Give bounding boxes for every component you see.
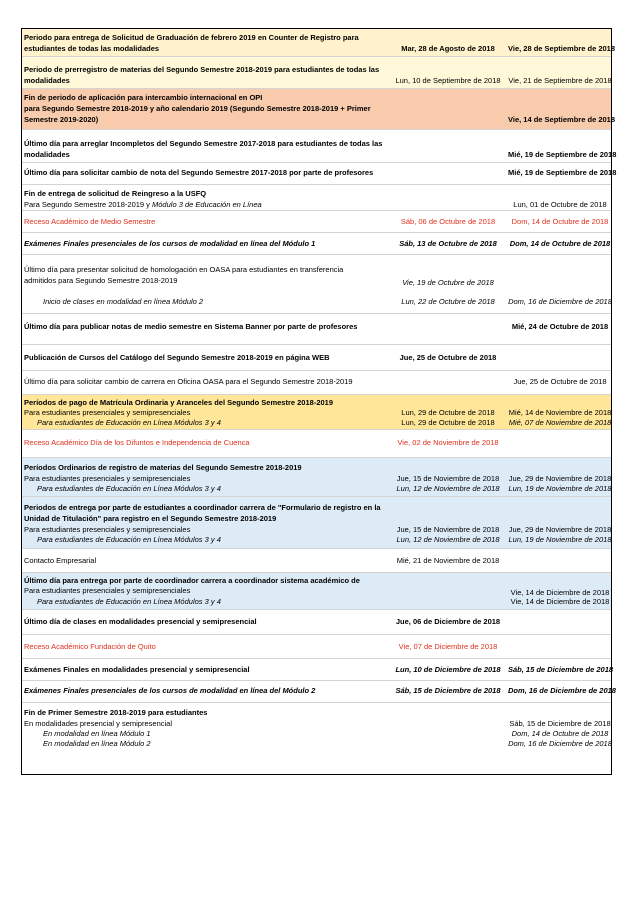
calendar-row-day-of-dead-recess [21,429,612,457]
end-date: Mié, 14 de Noviembre de 2018 [508,408,612,417]
calendar-row-readmission [21,184,612,210]
calendar-row-final-exams [21,658,612,680]
calendar-row-course-catalog [21,344,612,370]
calendar-row-end-of-semester [21,702,612,752]
end-date: Mié, 19 de Septiembre de 2018 [508,168,617,177]
end-date: Dom, 14 de Octubre de 2018 [511,217,609,226]
start-date: Jue, 25 de Octubre de 2018 [399,353,497,362]
calendar-row-grade-change [21,162,617,184]
calendar-row-incompletes [21,129,617,162]
start-date: Lun, 29 de Octubre de 2018 [401,408,495,417]
start-date: Sáb, 15 de Diciembre de 2018 [395,686,501,695]
start-date: Vie, 19 de Octubre de 2018 [402,278,494,287]
end-date: Jue, 25 de Octubre de 2018 [513,377,607,386]
end-date: Jue, 29 de Noviembre de 2018 [508,525,612,534]
event-label: Último día para presentar solicitud de homologación en OASA para estudiantes en transferencia [24,265,344,274]
event-label: Último día para entrega por parte de coordinador carrera a coordinador sistema académico de [24,576,360,585]
end-date: Sáb, 15 de Diciembre de 2018 [509,719,611,728]
end-date: Dom, 14 de Octubre de 2018 [511,729,609,738]
end-date: Mié, 07 de Noviembre de 2018 [508,418,612,427]
end-date: Sáb, 15 de Diciembre de 2018 [508,665,614,674]
event-label: admitidos para Segundo Semestre 2018-2019 [24,276,178,285]
calendar-row-tuition-payment [21,394,612,429]
calendar-row-coordinator-delivery [21,572,612,609]
calendar-row-midterm-recess [21,210,612,232]
calendar-row-online-module2-finals [21,680,616,702]
event-label: Fin de Primer Semestre 2018-2019 para estudiantes [24,708,208,717]
start-date: Vie, 02 de Noviembre de 2018 [397,438,499,447]
calendar-row-graduation-request [21,28,616,56]
event-label: Último día para solicitar cambio de carrera en Oficina OASA para el Segundo Semestre 2018-2019 [24,377,353,386]
calendar-row-preregistration [21,56,612,88]
event-label: Unidad de Titulación" para registro en el Segundo Semestre 2018-2019 [24,514,277,523]
end-date: Vie, 14 de Septiembre de 2018 [508,115,616,124]
event-sublabel: Para estudiantes presenciales y semipresenciales [24,474,191,483]
start-date: Mar, 28 de Agosto de 2018 [401,44,495,53]
end-date: Lun, 19 de Noviembre de 2018 [508,484,612,493]
end-date: Mié, 19 de Septiembre de 2018 [508,150,617,159]
event-label: Fin de entrega de solicitud de Reingreso a la USFQ [24,189,207,198]
event-label: Períodos Ordinarios de registro de materias del Segundo Semestre 2018-2019 [24,463,302,472]
event-sublabel: En modalidad en línea Módulo 2 [43,739,151,748]
end-date: Lun, 19 de Noviembre de 2018 [508,535,612,544]
event-sublabel: Para estudiantes de Educación en Línea Módulos 3 y 4 [37,484,221,493]
calendar-row-ordinary-registration [21,457,612,496]
start-date: Lun, 10 de Septiembre de 2018 [395,76,501,85]
calendar-row-titulation-form [21,496,612,548]
event-label: Contacto Empresarial [24,556,97,565]
end-date: Dom, 16 de Diciembre de 2018 [508,297,612,306]
event-sublabel: Para estudiantes presenciales y semipresenciales [24,525,191,534]
event-label: Receso Académico Fundación de Quito [24,642,156,651]
event-sublabel: En modalidad en línea Módulo 1 [43,729,151,738]
event-label: modalidades [24,150,70,159]
event-label: Publicación de Cursos del Catálogo del Segundo Semestre 2018-2019 en página WEB [24,353,330,362]
event-label: Último día para solicitar cambio de nota del Segundo Semestre 2017-2018 por parte de profesores [24,168,374,177]
event-label: modalidades [24,76,70,85]
event-label: Receso Académico de Medio Semestre [24,217,156,226]
event-label: Inicio de clases en modalidad en línea Módulo 2 [43,297,204,306]
start-date: Mié, 21 de Noviembre de 2018 [396,556,500,565]
calendar-row-midterm-grades [21,313,612,344]
event-sublabel: Para estudiantes presenciales y semipresenciales [24,586,191,595]
event-label: Periodo de prerregistro de materias del Segundo Semestre 2018-2019 para estudiantes de todas las [24,65,380,74]
event-label: Último día para arreglar Incompletos del Segundo Semestre 2017-2018 para estudiantes de todas las [24,139,383,148]
end-date: Jue, 29 de Noviembre de 2018 [508,474,612,483]
end-date: Mié, 24 de Octubre de 2018 [511,322,609,331]
end-date: Vie, 21 de Septiembre de 2018 [508,76,612,85]
academic-calendar-table [21,28,617,752]
end-date: Lun, 01 de Octubre de 2018 [513,200,607,209]
event-label: Semestre 2019-2020) [24,115,99,124]
calendar-row-international-exchange [21,88,616,129]
start-date: Vie, 07 de Diciembre de 2018 [398,642,498,651]
start-date: Jue, 15 de Noviembre de 2018 [396,474,500,483]
event-label: Para Segundo Semestre 2018-2019 y Módulo 3 de Educación en Línea [24,200,262,209]
event-label: Fin de periodo de aplicación para intercambio internacional en OPI [24,93,263,102]
start-date: Jue, 15 de Noviembre de 2018 [396,525,500,534]
event-label: Último día de clases en modalidades presencial y semipresencial [24,617,257,626]
event-label: Exámenes Finales presenciales de los cursos de modalidad en línea del Módulo 1 [24,239,316,248]
event-label: Receso Académico Día de los Difuntos e Independencia de Cuenca [24,438,250,447]
event-sublabel: Para estudiantes de Educación en Línea Módulos 3 y 4 [37,535,221,544]
start-date: Sáb, 06 de Octubre de 2018 [400,217,496,226]
end-date: Vie, 14 de Diciembre de 2018 [510,588,610,597]
event-sublabel: Para estudiantes presenciales y semipresenciales [24,408,191,417]
event-label: estudiantes de todas las modalidades [24,44,160,53]
start-date: Lun, 10 de Diciembre de 2018 [395,665,501,674]
event-label: Exámenes Finales presenciales de los cursos de modalidad en línea del Módulo 2 [24,686,316,695]
calendar-row-online-module2-start [21,291,612,313]
start-date: Lun, 22 de Octubre de 2018 [401,297,495,306]
event-label: Periodo para entrega de Solicitud de Graduación de febrero 2019 en Counter de Registro para [24,33,359,42]
start-date: Lun, 29 de Octubre de 2018 [401,418,495,427]
end-date: Dom, 16 de Diciembre de 2018 [508,686,616,695]
calendar-row-major-change [21,370,612,394]
event-sublabel: En modalidades presencial y semipresencial [24,719,172,728]
calendar-row-homologation [21,254,612,291]
start-date: Jue, 06 de Diciembre de 2018 [395,617,501,626]
end-date: Dom, 16 de Diciembre de 2018 [508,739,612,748]
calendar-row-last-class-day [21,609,612,634]
end-date: Dom, 14 de Octubre de 2018 [509,239,611,248]
end-date: Vie, 28 de Septiembre de 2018 [508,44,616,53]
start-date: Sáb, 13 de Octubre de 2018 [399,239,497,248]
calendar-row-quito-recess [21,634,612,658]
event-sublabel: Para estudiantes de Educación en Línea Módulos 3 y 4 [37,597,221,606]
event-label: para Segundo Semestre 2018-2019 y año calendario 2019 (Segundo Semestre 2018-2019 + Primer [24,104,371,113]
start-date: Lun, 12 de Noviembre de 2018 [396,484,500,493]
event-label: Períodos de pago de Matrícula Ordinaria y Aranceles del Segundo Semestre 2018-2019 [24,398,334,407]
calendar-row-online-module1-finals [21,232,612,254]
event-label: Último día para publicar notas de medio semestre en Sistema Banner por parte de profesores [24,322,358,331]
start-date: Lun, 12 de Noviembre de 2018 [396,535,500,544]
event-label: Periodos de entrega por parte de estudiantes a coordinador carrera de "Formulario de registro en la [24,503,381,512]
end-date: Vie, 14 de Diciembre de 2018 [510,597,610,606]
event-label: Exámenes Finales en modalidades presencial y semipresencial [24,665,250,674]
event-sublabel: Para estudiantes de Educación en Línea Módulos 3 y 4 [37,418,221,427]
calendar-row-business-contact [21,548,612,572]
